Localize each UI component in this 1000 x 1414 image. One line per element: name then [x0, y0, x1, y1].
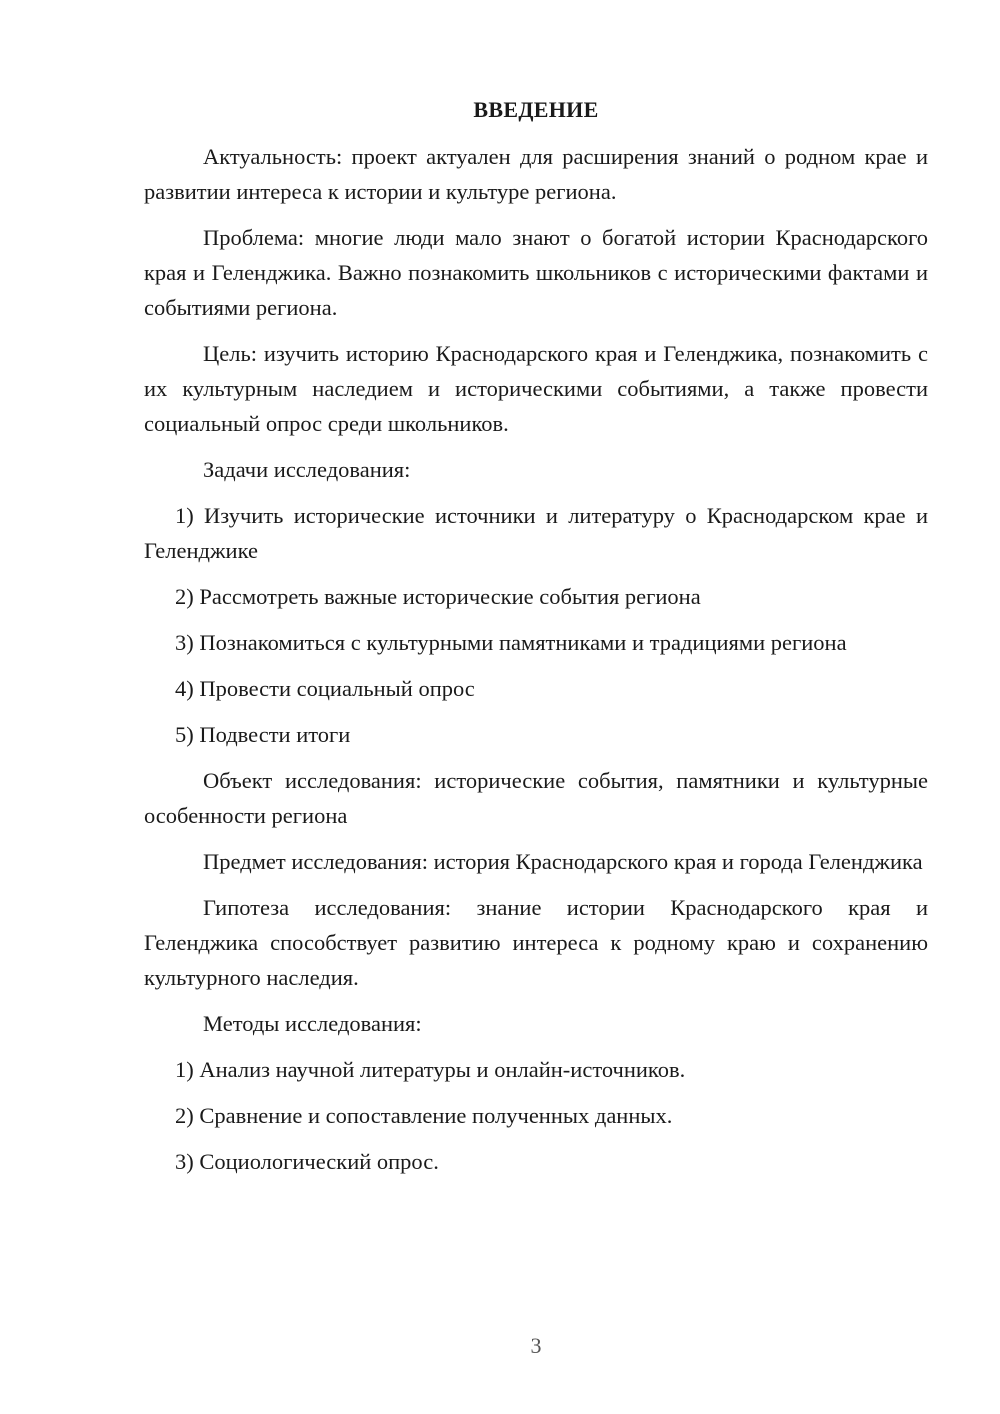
task-item-1: 1) Изучить исторические источники и литературу о Краснодарском крае и Геленджике	[144, 503, 928, 563]
problem-paragraph: Проблема: многие люди мало знают о богатой истории Краснодарского края и Геленджика. Важно познакомить школьников с историческими фактами и событиями региона.	[144, 225, 928, 320]
task-item-5: 5) Подвести итоги	[175, 722, 351, 747]
hypothesis-paragraph: Гипотеза исследования: знание истории Краснодарского края и Геленджика способствует развитию интереса к родному краю и сохранению культурного наследия.	[144, 895, 928, 990]
page-number: 3	[530, 1333, 542, 1358]
relevance-paragraph: Актуальность: проект актуален для расширения знаний о родном крае и развитии интереса к истории и культуре региона.	[144, 144, 928, 204]
method-item-3: 3) Социологический опрос.	[175, 1149, 439, 1174]
task-item-3: 3) Познакомиться с культурными памятниками и традициями региона	[175, 630, 847, 655]
methods-heading: Методы исследования:	[203, 1011, 422, 1036]
method-item-2: 2) Сравнение и сопоставление полученных данных.	[175, 1103, 673, 1128]
page-content	[144, 92, 928, 1190]
task-item-4: 4) Провести социальный опрос	[175, 676, 475, 701]
object-paragraph: Объект исследования: исторические события, памятники и культурные особенности региона	[144, 768, 928, 828]
section-title: ВВЕДЕНИЕ	[473, 97, 599, 122]
tasks-heading: Задачи исследования:	[203, 457, 411, 482]
subject-paragraph: Предмет исследования: история Краснодарского края и города Геленджика	[203, 849, 923, 874]
method-item-1: 1) Анализ научной литературы и онлайн-источников.	[175, 1057, 686, 1082]
goal-paragraph: Цель: изучить историю Краснодарского края и Геленджика, познакомить с их культурным наследием и историческими событиями, а также провести социальный опрос среди школьников.	[144, 341, 928, 436]
task-item-2: 2) Рассмотреть важные исторические события региона	[175, 584, 701, 609]
